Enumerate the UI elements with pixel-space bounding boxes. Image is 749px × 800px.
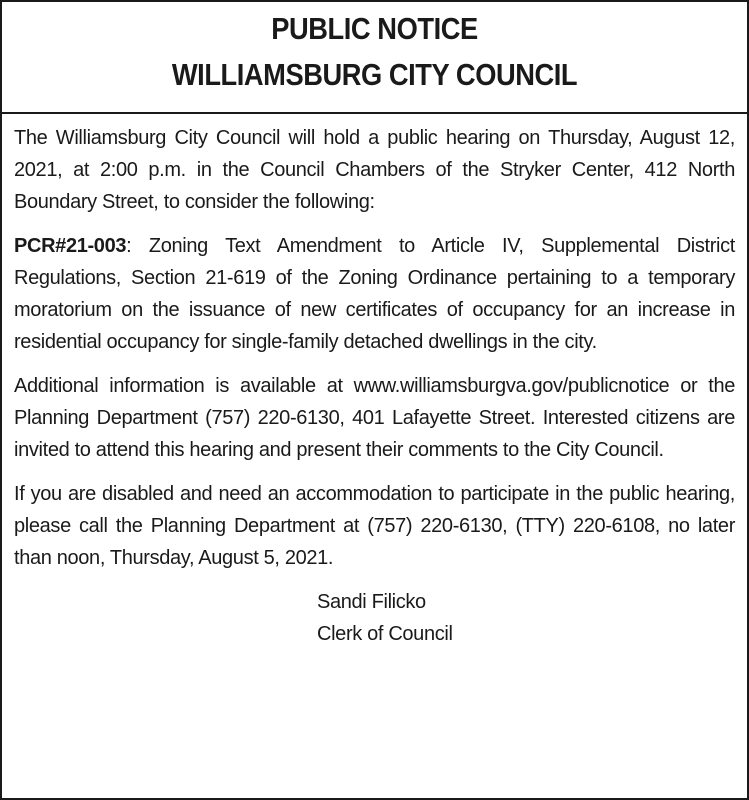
signer-title: Clerk of Council [317,623,453,645]
notice-body [2,122,747,650]
notice-subtitle: WILLIAMSBURG CITY COUNCIL [171,57,578,92]
case-separator: : [126,235,149,257]
accommodation-paragraph: If you are disabled and need an accommodation to participate in the public hearing, please call the Planning Department at (757) 220-6130, (TTY) 220-6108, no later than noon, Thursday, August 5, 2021. [14,483,735,569]
signer-name: Sandi Filicko [317,591,426,613]
case-number: PCR#21-003 [14,235,127,257]
header-divider [2,112,747,114]
notice-title: PUBLIC NOTICE [271,11,478,46]
intro-paragraph: The Williamsburg City Council will hold a public hearing on Thursday, August 12, 2021, at 2:00 p.m. in the Council Chambers of the Stryker Center, 412 North Boundary Street, to consider the following: [14,127,735,213]
agenda-item-paragraph [14,230,735,358]
additional-info-paragraph: Additional information is available at www.williamsburgva.gov/publicnotice or the Planning Department (757) 220-6130, 401 Lafayette Street. Interested citizens are invited to attend this hearing and present their comments to the City Council. [14,375,735,461]
signature-block [14,586,735,650]
case-description: Zoning Text Amendment to Article IV, Supplemental District Regulations, Section 21-619 of the Zoning Ordinance pertaining to a temporary moratorium on the issuance of new certificates of occupancy for an increase in residential occupancy for single-family detached dwellings in the city. [14,235,735,353]
notice-header [2,2,747,98]
